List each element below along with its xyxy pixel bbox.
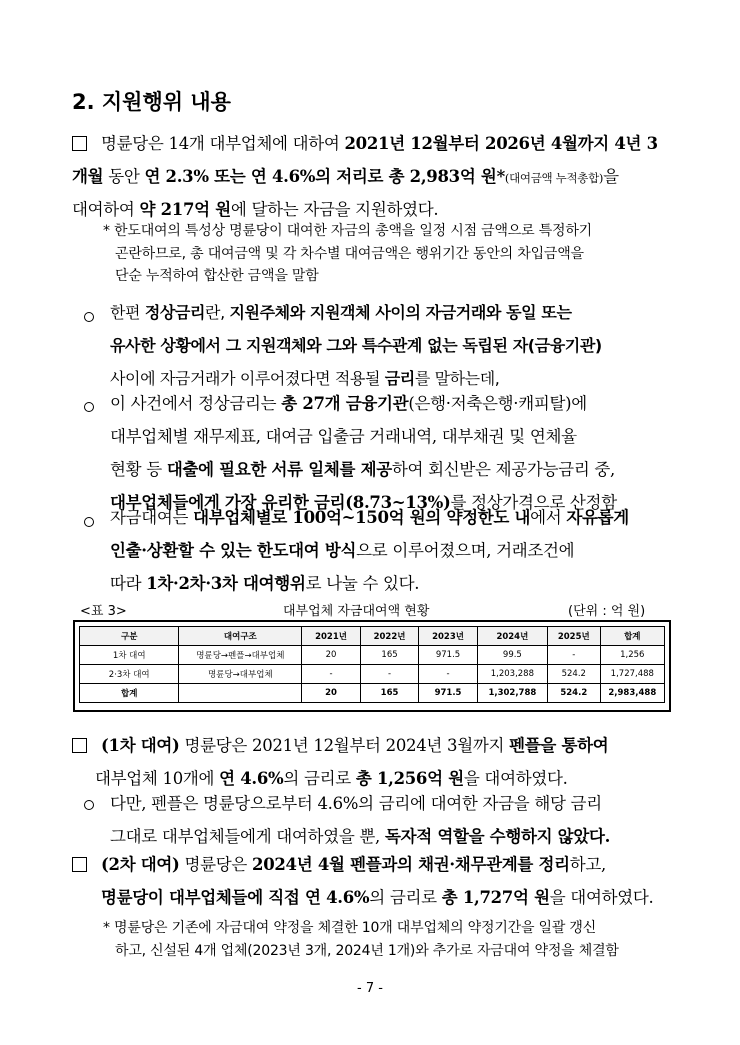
- table-row: [80, 646, 665, 665]
- table-cell: 971.5: [419, 684, 478, 703]
- paragraph-1-cont: 개월 동안 연 2.3% 또는 연 4.6%의 저리로 총 2,983억 원*(대여금액 누적총합)을 대여하여 약 217억 원에 달하는 자금을 지원하였다.: [72, 167, 619, 219]
- table-cell: 20: [302, 646, 361, 665]
- table-cell: 20: [302, 684, 361, 703]
- table-cell: -: [547, 646, 600, 665]
- table-label: <표 3>: [80, 604, 127, 619]
- table-cell: 1,302,788: [477, 684, 547, 703]
- table-header-cell: 2023년: [419, 627, 478, 646]
- circle-bullet-icon: [84, 517, 94, 527]
- paragraph-5: (1차 대여) 명륜당은 2021년 12월부터 2024년 3월까지 펜플을 통하여 대부업체 10개에 연 4.6%의 금리로 총 1,256억 원을 대여하였다.: [95, 736, 609, 788]
- paragraph-1: 명륜당은 14개 대부업체에 대하여 2021년 12월부터 2026년 4월까지 4년 3: [101, 134, 658, 153]
- paragraph-2: 한편 정상금리란, 지원주체와 지원객체 사이의 자금거래와 동일 또는 유사한 상황에서 그 지원객체와 그와 특수관계 없는 독립된 자(금융기관) 사이에 자금거래가 이루어졌다면 적용될 금리를 말하는데,: [110, 303, 602, 388]
- table-cell: 524.2: [547, 665, 600, 684]
- circle-bullet-icon: [84, 800, 94, 810]
- table-cell: [179, 684, 302, 703]
- paragraph-7: (2차 대여) 명륜당은 2024년 4월 펜플과의 채권·채무관계를 정리하고, 명륜당이 대부업체들에 직접 연 4.6%의 금리로 총 1,727억 원을 대여하였다.: [101, 855, 654, 907]
- table-header-cell: 구분: [80, 627, 179, 646]
- table-total-row: [80, 684, 665, 703]
- table-cell: 971.5: [419, 646, 478, 665]
- table-cell: 165: [360, 646, 419, 665]
- page-number: - 7 -: [357, 981, 383, 996]
- circle-bullet-icon: [84, 312, 94, 322]
- table-header-cell: 대여구조: [179, 627, 302, 646]
- data-table: [79, 626, 665, 703]
- table-cell: 2·3차 대여: [80, 665, 179, 684]
- table-cell: 명륜당→대부업체: [179, 665, 302, 684]
- table-frame: [73, 620, 671, 712]
- table-cell: 524.2: [547, 684, 600, 703]
- table-header-cell: 2022년: [360, 627, 419, 646]
- square-bullet-icon: [72, 738, 87, 753]
- table-unit: (단위 : 억 원): [568, 604, 646, 619]
- table-header-cell: 2021년: [302, 627, 361, 646]
- table-cell: 99.5: [477, 646, 547, 665]
- table-cell: 1,203,288: [477, 665, 547, 684]
- table-cell: -: [419, 665, 478, 684]
- section-title: 2. 지원행위 내용: [72, 90, 231, 114]
- table-cell: 1차 대여: [80, 646, 179, 665]
- paragraph-3: 이 사건에서 정상금리는 총 27개 금융기관(은행·저축은행·캐피탈)에 대부업체별 재무제표, 대여금 입출금 거래내역, 대부채권 및 연체율 현황 등 대출에 필요한 서류 일체를 제공하여 회신받은 제공가능금리 중, 대부업체들에게 가장 유리한 금리(8.73~13%)를 정상가격으로 산정함: [110, 394, 617, 512]
- table-header-row: [80, 627, 665, 646]
- footnote-1: * 한도대여의 특성상 명륜당이 대여한 자금의 총액을 일정 시점 금액으로 특정하기 곤란하므로, 총 대여금액 및 각 차수별 대여금액은 행위기간 동안의 차입금액을 단순 누적하여 합산한 금액을 말함: [103, 223, 592, 284]
- footnote-2: * 명륜당은 기존에 자금대여 약정을 체결한 10개 대부업체의 약정기간을 일괄 갱신 하고, 신설된 4개 업체(2023년 3개, 2024년 1개)와 추가로 자금대여 약정을 체결함: [103, 920, 619, 959]
- table-cell: 명륜당→펜플→대부업체: [179, 646, 302, 665]
- table-cell: 합계: [80, 684, 179, 703]
- paragraph-4: 자금대여는 대부업체별로 100억~150억 원의 약정한도 내에서 자유롭게 인출·상환할 수 있는 한도대여 방식으로 이루어졌으며, 거래조건에 따라 1차·2차·3차 대여행위로 나눌 수 있다.: [110, 508, 629, 593]
- square-bullet-icon: [72, 857, 87, 872]
- table-header-cell: 합계: [600, 627, 664, 646]
- table-row: [80, 665, 665, 684]
- paragraph-6: 다만, 펜플은 명륜당으로부터 4.6%의 금리에 대여한 자금을 해당 금리 그대로 대부업체들에게 대여하였을 뿐, 독자적 역할을 수행하지 않았다.: [110, 794, 611, 846]
- table-cell: 1,256: [600, 646, 664, 665]
- table-header-cell: 2025년: [547, 627, 600, 646]
- table-header-cell: 2024년: [477, 627, 547, 646]
- table-cell: 1,727,488: [600, 665, 664, 684]
- table-cell: 165: [360, 684, 419, 703]
- table-title: 대부업체 자금대여액 현황: [283, 604, 430, 619]
- square-bullet-icon: [72, 136, 87, 151]
- table-cell: -: [360, 665, 419, 684]
- circle-bullet-icon: [84, 402, 94, 412]
- table-cell: 2,983,488: [600, 684, 664, 703]
- table-cell: -: [302, 665, 361, 684]
